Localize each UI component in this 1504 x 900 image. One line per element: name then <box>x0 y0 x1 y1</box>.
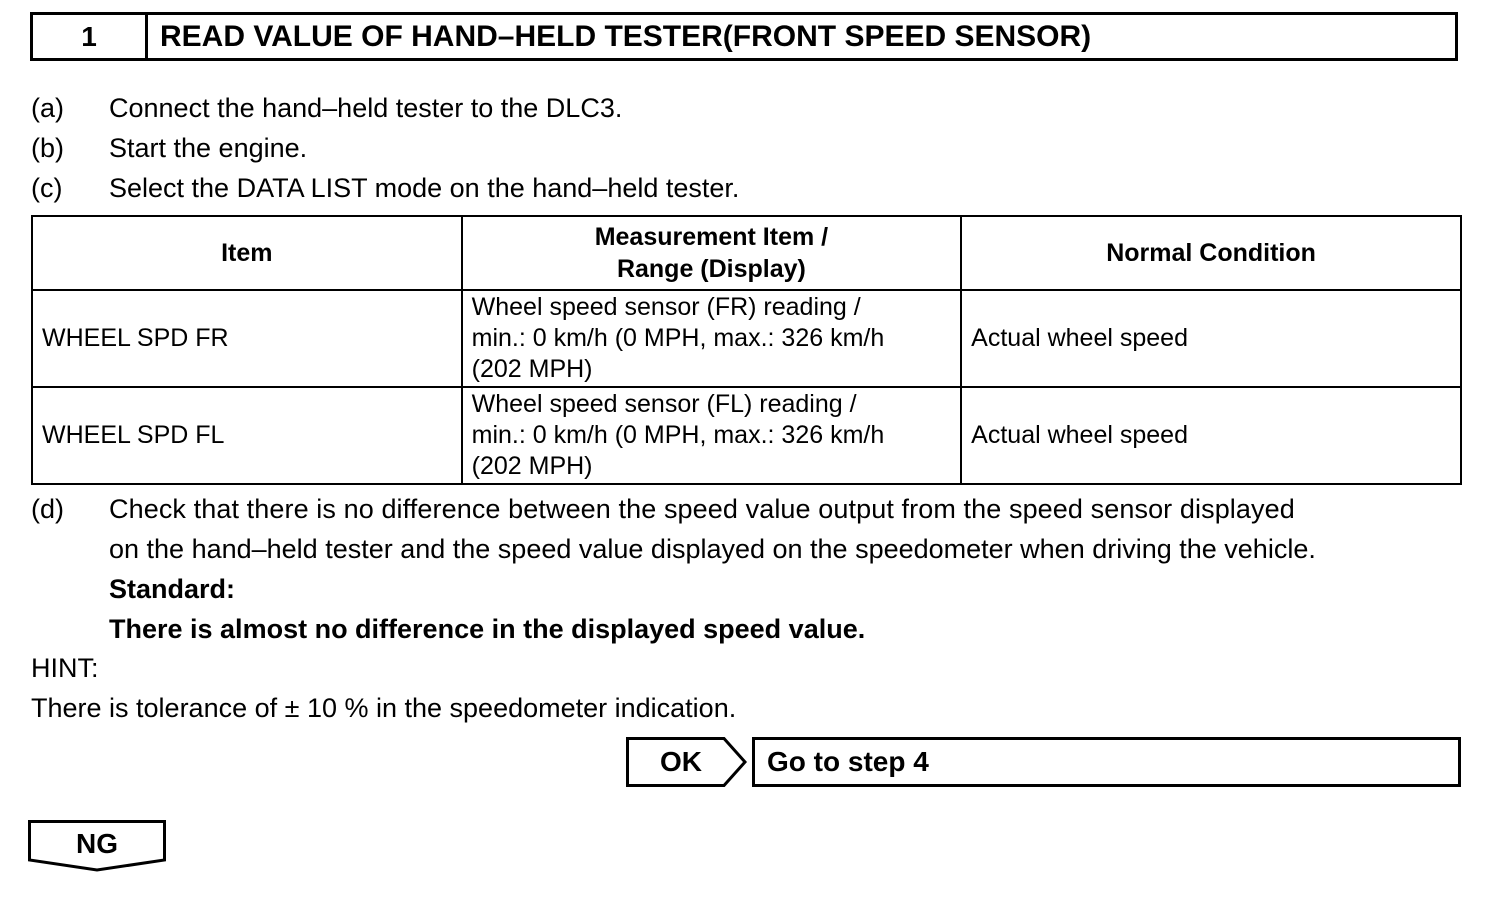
step-c-text: Select the DATA LIST mode on the hand–held tester. <box>109 173 740 203</box>
standard-text: There is almost no difference in the displayed speed value. <box>109 614 866 644</box>
header-measurement-line1: Measurement Item / <box>594 223 829 251</box>
cell-measurement-line2: min.: 0 km/h (0 MPH, max.: 326 km/h <box>471 421 885 449</box>
step-a-text: Connect the hand–held tester to the DLC3. <box>109 93 623 123</box>
cell-measurement-line1: Wheel speed sensor (FL) reading / <box>471 390 857 418</box>
cell-normal: Actual wheel speed <box>961 290 1461 387</box>
cell-measurement <box>462 387 962 484</box>
table-header-row <box>32 216 1461 290</box>
cell-normal: Actual wheel speed <box>961 387 1461 484</box>
table-row <box>32 387 1461 484</box>
step-b-text: Start the engine. <box>109 133 308 163</box>
hint-text: There is tolerance of ± 10 % in the speedometer indication. <box>31 693 737 723</box>
cell-item: WHEEL SPD FL <box>32 387 462 484</box>
header-item: Item <box>32 216 462 290</box>
ok-branch <box>626 737 746 787</box>
standard-label: Standard: <box>109 574 236 604</box>
cell-item: WHEEL SPD FR <box>32 290 462 387</box>
step-b-label: (b) <box>31 133 64 163</box>
step-d-line2: on the hand–held tester and the speed value displayed on the speedometer when driving the vehicle. <box>109 534 1316 564</box>
header-normal: Normal Condition <box>961 216 1461 290</box>
cell-measurement-line3: (202 MPH) <box>471 355 593 383</box>
go-to-step-box: Go to step 4 <box>752 737 1461 787</box>
ok-label: OK <box>660 746 702 777</box>
ng-label: NG <box>76 828 118 859</box>
table-row <box>32 290 1461 387</box>
step-header <box>30 12 1458 61</box>
step-title: READ VALUE OF HAND–HELD TESTER(FRONT SPEED SENSOR) <box>160 19 1092 53</box>
cell-measurement-line3: (202 MPH) <box>471 452 593 480</box>
step-c-label: (c) <box>31 173 63 203</box>
ng-branch <box>28 820 166 872</box>
header-measurement <box>462 216 962 290</box>
cell-measurement <box>462 290 962 387</box>
cell-measurement-line2: min.: 0 km/h (0 MPH, max.: 326 km/h <box>471 324 885 352</box>
step-d-line1: Check that there is no difference between the speed value output from the speed sensor displayed <box>109 494 1295 524</box>
step-d-label: (d) <box>31 494 64 524</box>
hint-label: HINT: <box>31 653 99 683</box>
step-a-label: (a) <box>31 93 64 123</box>
step-number: 1 <box>33 15 148 58</box>
data-list-table <box>31 215 1462 485</box>
header-measurement-line2: Range (Display) <box>616 255 806 283</box>
cell-measurement-line1: Wheel speed sensor (FR) reading / <box>471 293 861 321</box>
